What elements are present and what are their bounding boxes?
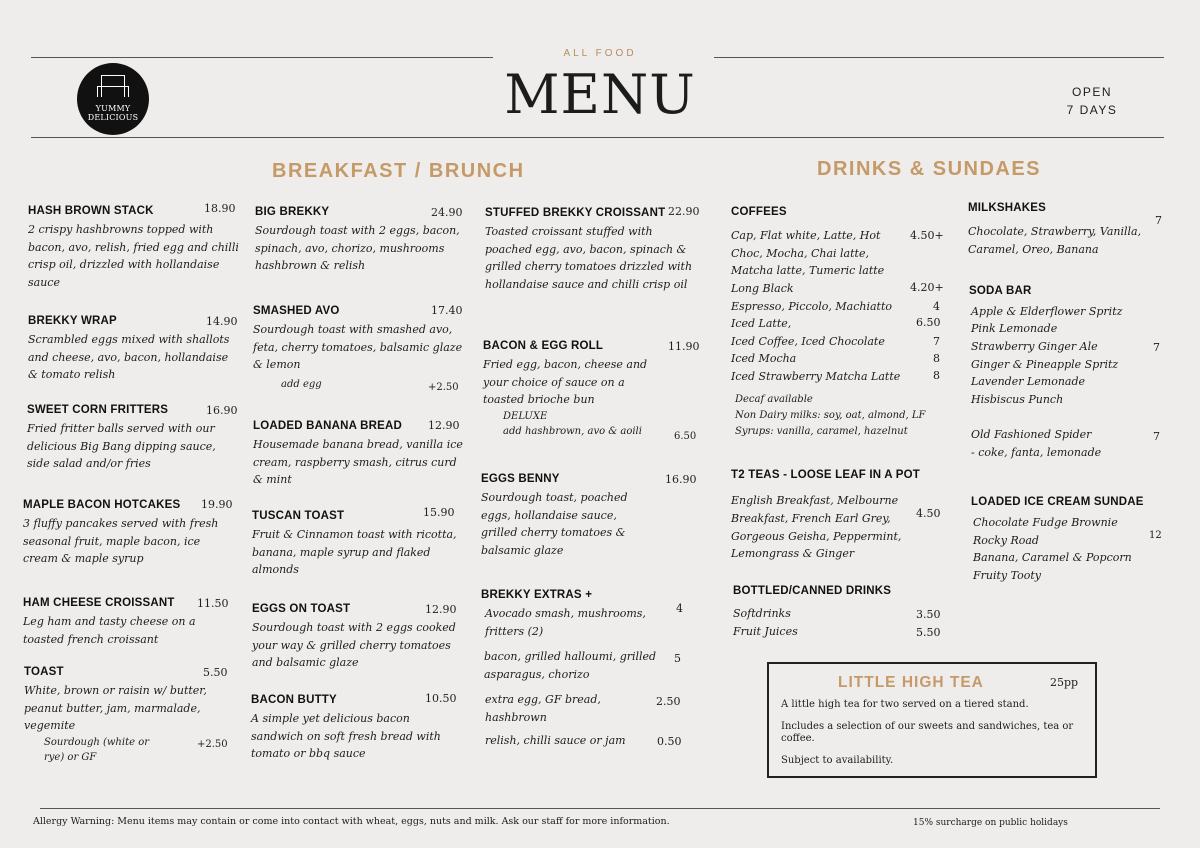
cake-icon xyxy=(101,75,125,97)
item-description: Fried fritter balls served with our delicious Big Bang dipping sauce, side salad and/or fries xyxy=(27,422,216,471)
coffee-row: Cap, Flat white, Latte, Hot xyxy=(731,229,881,242)
item-price: 16.90 xyxy=(665,473,697,486)
coffees-title: COFFEES xyxy=(731,206,787,218)
high-tea-line: Subject to availability. xyxy=(781,755,894,766)
menu-item xyxy=(251,694,463,763)
footer-rule xyxy=(40,808,1160,809)
item-price: 22.90 xyxy=(668,205,700,218)
coffee-row: Long Black xyxy=(731,282,794,295)
item-description: Sourdough toast, poached eggs, hollandaise sauce, grilled cherry tomatoes & balsamic glaze xyxy=(481,491,628,557)
coffee-price: 7 xyxy=(933,335,940,348)
item-name: HAM CHEESE CROISSANT xyxy=(23,597,175,609)
item-price: 24.90 xyxy=(431,206,463,219)
extras-price: 5 xyxy=(674,652,681,665)
item-name: MAPLE BACON HOTCAKES xyxy=(23,499,181,511)
teas-title: T2 TEAS - LOOSE LEAF IN A POT xyxy=(731,469,920,481)
item-extra: add egg xyxy=(281,378,322,390)
item-description: White, brown or raisin w/ butter, peanut butter, jam, marmalade, vegemite xyxy=(24,684,207,733)
high-tea-line: Includes a selection of our sweets and sandwiches, tea or coffee. xyxy=(781,721,1074,744)
drinks-section-title: DRINKS & SUNDAES xyxy=(817,158,1042,180)
item-price: 19.90 xyxy=(201,498,233,511)
tea-price: 4.50 xyxy=(916,507,941,520)
extras-row: Avocado smash, mushrooms, fritters (2) xyxy=(485,607,646,638)
item-price: 18.90 xyxy=(204,202,236,215)
item-name: TOAST xyxy=(24,666,64,678)
bottled-row: Softdrinks xyxy=(733,607,791,620)
soda-row: Hisbiscus Punch xyxy=(971,393,1064,406)
bottled-title: BOTTLED/CANNED DRINKS xyxy=(733,585,892,597)
menu-item xyxy=(252,603,464,672)
coffee-price: 8 xyxy=(933,352,940,365)
menu-item xyxy=(28,202,240,291)
item-name: BIG BREKKY xyxy=(255,206,330,218)
item-description: 2 crispy hashbrowns topped with bacon, avo, relish, fried egg and chilli crisp oil, drizzled with hollandaise sauce xyxy=(28,223,239,289)
extras-row: extra egg, GF bread, hashbrown xyxy=(485,693,601,724)
item-description: Leg ham and tasty cheese on a toasted french croissant xyxy=(23,615,196,646)
item-name: EGGS ON TOAST xyxy=(252,603,351,615)
coffee-price: 6.50 xyxy=(916,316,941,329)
item-extra-detail: add hashbrown, avo & aoili xyxy=(503,425,642,437)
menu-item xyxy=(252,506,464,579)
item-description: Sourdough toast with smashed avo, feta, cherry tomatoes, balsamic glaze & lemon xyxy=(253,323,463,372)
item-price: 11.50 xyxy=(197,597,229,610)
coffee-price: 4.20+ xyxy=(910,281,944,294)
soda-row: Ginger & Pineapple Spritz xyxy=(971,358,1119,371)
spider-row: - coke, fanta, lemonade xyxy=(971,446,1102,459)
holiday-surcharge: 15% surcharge on public holidays xyxy=(913,818,1068,828)
sundae-title: LOADED ICE CREAM SUNDAE xyxy=(971,496,1144,508)
menu-item xyxy=(255,206,465,275)
item-description: 3 fluffy pancakes served with fresh seasonal fruit, maple bacon, ice cream & maple syrup xyxy=(23,517,219,566)
bottled-price: 3.50 xyxy=(916,608,941,621)
menu-item xyxy=(483,340,700,442)
bottled-row: Fruit Juices xyxy=(733,625,798,638)
coffee-price: 8 xyxy=(933,369,940,382)
menu-item xyxy=(485,207,699,293)
menu-item xyxy=(253,305,463,392)
menu-item xyxy=(481,473,695,559)
item-extra: DELUXE xyxy=(503,410,548,422)
sundae-row: Banana, Caramel & Popcorn xyxy=(973,551,1132,564)
soda-row: Pink Lemonade xyxy=(971,322,1058,335)
item-description: Scrambled eggs mixed with shallots and cheese, avo, bacon, hollandaise & tomato relish xyxy=(28,333,230,382)
item-description: Fried egg, bacon, cheese and your choice of sauce on a toasted brioche bun xyxy=(483,358,648,407)
item-price: 16.90 xyxy=(206,404,238,417)
tea-row: Gorgeous Geisha, Peppermint, xyxy=(731,530,902,543)
top-left-rule xyxy=(31,57,493,58)
item-price: 14.90 xyxy=(206,315,238,328)
soda-title: SODA BAR xyxy=(969,285,1032,297)
extras-row: relish, chilli sauce or jam xyxy=(485,734,626,747)
item-name: BREKKY WRAP xyxy=(28,315,117,327)
item-description: Housemade banana bread, vanilla ice cream, raspberry smash, citrus curd & mint xyxy=(253,438,463,487)
coffee-note: Non Dairy milks: soy, oat, almond, LF xyxy=(735,410,926,421)
coffee-row: Iced Latte, xyxy=(731,317,792,330)
coffee-row: Iced Mocha xyxy=(731,352,797,365)
tea-row: English Breakfast, Melbourne xyxy=(731,494,899,507)
high-tea-line: A little high tea for two served on a tiered stand. xyxy=(781,699,1029,710)
allergy-warning: Allergy Warning: Menu items may contain or come into contact with wheat, eggs, nuts and milk. Ask our staff for more information. xyxy=(33,816,670,827)
extras-title: BREKKY EXTRAS + xyxy=(481,589,593,601)
extras-row: bacon, grilled halloumi, grilled asparagus, chorizo xyxy=(484,650,657,681)
menu-item xyxy=(253,420,463,489)
extras-price: 4 xyxy=(676,602,683,615)
item-name: LOADED BANANA BREAD xyxy=(253,420,403,432)
high-tea-price: 25pp xyxy=(1050,676,1079,689)
item-description: Toasted croissant stuffed with poached egg, avo, bacon, spinach & grilled cherry tomatoes drizzled with hollandaise sauce and chilli crisp oil xyxy=(485,225,693,291)
coffee-row: Espresso, Piccolo, Machiatto xyxy=(731,300,892,313)
milkshakes-title: MILKSHAKES xyxy=(968,202,1047,214)
item-extra-price: +2.50 xyxy=(428,382,459,393)
menu-item xyxy=(27,404,239,473)
menu-item xyxy=(24,666,236,765)
milkshake-row: Chocolate, Strawberry, Vanilla, xyxy=(968,225,1142,238)
item-name: HASH BROWN STACK xyxy=(28,205,154,217)
high-tea-box xyxy=(767,662,1097,778)
coffee-note: Syrups: vanilla, caramel, hazelnut xyxy=(735,426,908,437)
item-extra: Sourdough (white or rye) or GF xyxy=(44,736,149,763)
milkshake-row: Caramel, Oreo, Banana xyxy=(968,243,1099,256)
coffee-row: Choc, Mocha, Chai latte, xyxy=(731,247,869,260)
coffee-row: Iced Coffee, Iced Chocolate xyxy=(731,335,885,348)
milkshake-price: 7 xyxy=(1155,214,1162,227)
item-name: BACON & EGG ROLL xyxy=(483,340,604,352)
item-extra-price: +2.50 xyxy=(197,739,228,750)
coffee-price: 4 xyxy=(933,300,940,313)
logo-text: YUMMY DELICIOUS xyxy=(87,104,139,122)
breakfast-section-title: BREAKFAST / BRUNCH xyxy=(272,160,525,182)
all-food-label: ALL FOOD xyxy=(563,48,637,59)
spider-row: Old Fashioned Spider xyxy=(971,428,1092,441)
menu-item xyxy=(23,499,238,568)
soda-price: 7 xyxy=(1153,341,1160,354)
spider-price: 7 xyxy=(1153,430,1160,443)
item-price: 11.90 xyxy=(668,340,700,353)
item-name: STUFFED BREKKY CROISSANT xyxy=(485,207,666,219)
item-price: 5.50 xyxy=(203,666,228,679)
item-description: A simple yet delicious bacon sandwich on soft fresh bread with tomato or bbq sauce xyxy=(251,712,441,761)
item-name: TUSCAN TOAST xyxy=(252,510,345,522)
sundae-price: 12 xyxy=(1149,530,1162,541)
item-price: 17.40 xyxy=(431,304,463,317)
tea-row: Lemongrass & Ginger xyxy=(731,547,855,560)
tea-row: Breakfast, French Earl Grey, xyxy=(731,512,891,525)
bottled-price: 5.50 xyxy=(916,626,941,639)
sundae-row: Chocolate Fudge Brownie xyxy=(973,516,1118,529)
item-description: Sourdough toast with 2 eggs cooked your way & grilled cherry tomatoes and balsamic glaze xyxy=(252,621,456,670)
top-right-rule xyxy=(714,57,1164,58)
item-price: 12.90 xyxy=(425,603,457,616)
logo xyxy=(77,63,149,135)
item-name: SWEET CORN FRITTERS xyxy=(27,404,169,416)
sundae-row: Fruity Tooty xyxy=(973,569,1041,582)
item-name: BACON BUTTY xyxy=(251,694,337,706)
item-price: 15.90 xyxy=(423,506,455,519)
item-name: EGGS BENNY xyxy=(481,473,560,485)
soda-row: Lavender Lemonade xyxy=(971,375,1086,388)
soda-row: Apple & Elderflower Spritz xyxy=(971,305,1123,318)
item-name: SMASHED AVO xyxy=(253,305,340,317)
coffee-price: 4.50+ xyxy=(910,229,944,242)
item-extra-price: 6.50 xyxy=(674,431,697,442)
menu-item xyxy=(28,315,240,384)
high-tea-title: LITTLE HIGH TEA xyxy=(838,674,984,691)
header-bottom-rule xyxy=(31,137,1164,138)
coffee-note: Decaf available xyxy=(735,394,813,405)
extras-price: 2.50 xyxy=(656,695,681,708)
item-description: Fruit & Cinnamon toast with ricotta, banana, maple syrup and flaked almonds xyxy=(252,528,457,577)
menu-item xyxy=(23,597,229,648)
item-description: Sourdough toast with 2 eggs, bacon, spinach, avo, chorizo, mushrooms hashbrown & relish xyxy=(255,224,460,273)
item-price: 12.90 xyxy=(428,419,460,432)
page-title: MENU xyxy=(504,63,696,126)
coffee-row: Matcha latte, Tumeric latte xyxy=(731,264,885,277)
item-price: 10.50 xyxy=(425,692,457,705)
open-hours: OPEN 7 DAYS xyxy=(1066,85,1118,117)
coffee-row: Iced Strawberry Matcha Latte xyxy=(731,370,901,383)
soda-row: Strawberry Ginger Ale xyxy=(971,340,1098,353)
sundae-row: Rocky Road xyxy=(973,534,1039,547)
extras-price: 0.50 xyxy=(657,735,682,748)
